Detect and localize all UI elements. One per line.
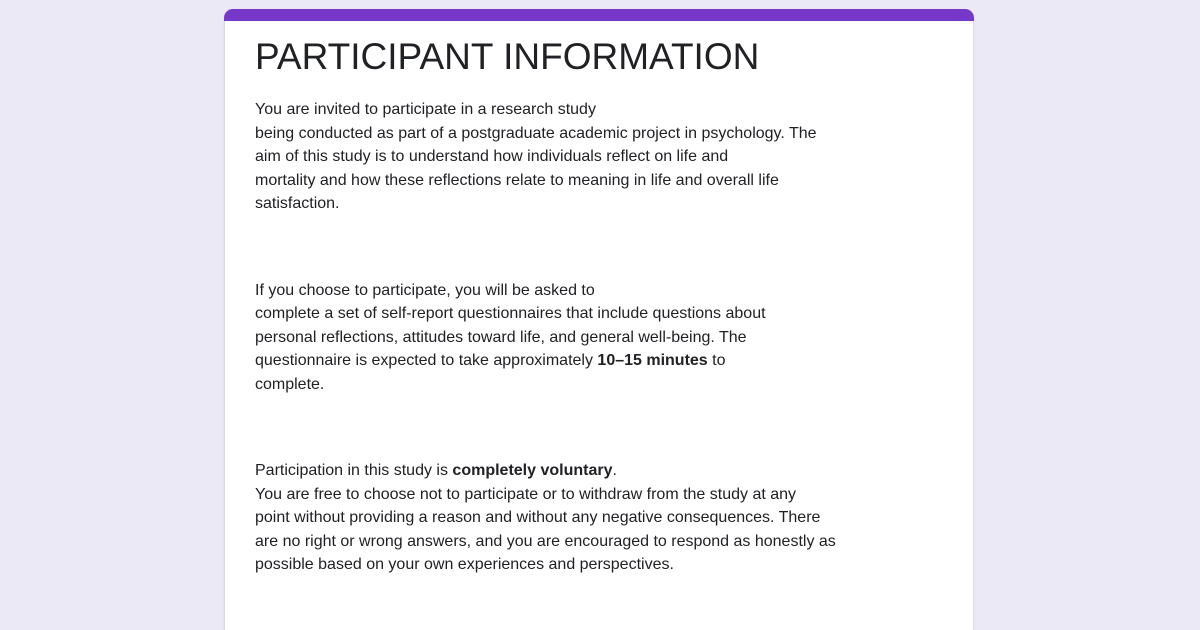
description-line bbox=[255, 349, 943, 373]
description-line bbox=[255, 373, 943, 397]
description-text: Participation in this study is bbox=[255, 462, 453, 479]
description-line bbox=[255, 530, 943, 554]
description-paragraph bbox=[255, 459, 943, 577]
description-text: questionnaire is expected to take approximately bbox=[255, 352, 598, 369]
description-text: are no right or wrong answers, and you are encouraged to respond as honestly as bbox=[255, 532, 836, 550]
description-text: personal reflections, attitudes toward life, and general well-being. The bbox=[255, 328, 747, 346]
description-text: complete a set of self-report questionnaires that include questions about bbox=[255, 305, 766, 322]
description-text: mortality and how these reflections relate to meaning in life and overall life bbox=[255, 171, 779, 189]
theme-accent-bar bbox=[224, 9, 974, 21]
description-paragraph bbox=[255, 279, 943, 397]
description-line bbox=[255, 483, 943, 507]
description-text: possible based on your own experiences and perspectives. bbox=[255, 556, 674, 573]
description-line bbox=[255, 145, 943, 169]
description-line bbox=[255, 326, 943, 350]
form-description bbox=[255, 98, 943, 577]
description-bold-text: 10–15 minutes bbox=[597, 352, 708, 369]
form-header-content bbox=[225, 21, 973, 577]
description-line bbox=[255, 169, 943, 193]
description-paragraph bbox=[255, 98, 943, 216]
form-header-card bbox=[224, 9, 974, 630]
description-line bbox=[255, 279, 943, 303]
description-text: . bbox=[612, 462, 617, 479]
description-text: You are invited to participate in a research study bbox=[255, 101, 596, 118]
description-line bbox=[255, 553, 943, 577]
description-line bbox=[255, 192, 943, 216]
description-text: to bbox=[707, 352, 726, 369]
description-text: point without providing a reason and without any negative consequences. There bbox=[255, 509, 821, 526]
description-line bbox=[255, 459, 943, 483]
description-text: aim of this study is to understand how individuals reflect on life and bbox=[255, 148, 729, 165]
description-text: complete. bbox=[255, 375, 325, 393]
description-line bbox=[255, 506, 943, 530]
description-bold-text: completely voluntary bbox=[452, 462, 613, 479]
form-title: PARTICIPANT INFORMATION bbox=[255, 36, 760, 77]
description-line bbox=[255, 122, 943, 146]
description-text: If you choose to participate, you will be asked to bbox=[255, 281, 595, 299]
description-text: being conducted as part of a postgraduate academic project in psychology. The bbox=[255, 124, 817, 142]
description-text: satisfaction. bbox=[255, 195, 340, 212]
description-line bbox=[255, 302, 943, 326]
description-text: You are free to choose not to participate or to withdraw from the study at any bbox=[255, 485, 797, 503]
description-line bbox=[255, 98, 943, 122]
